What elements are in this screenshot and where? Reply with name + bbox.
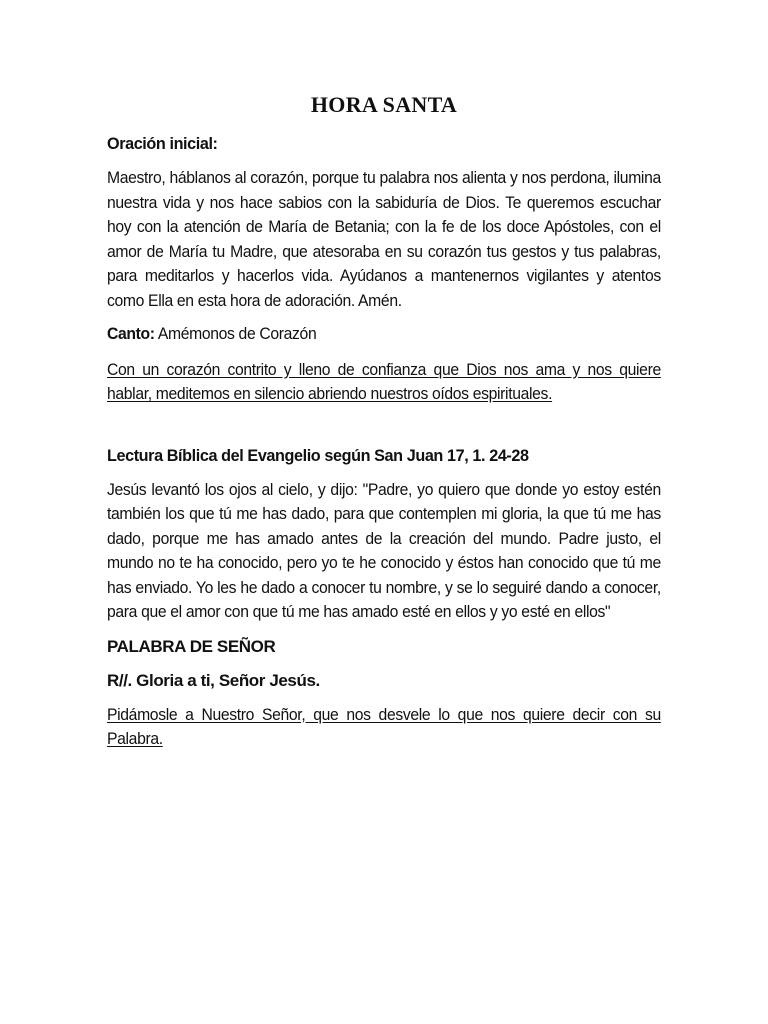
respuesta-line: R//. Gloria a ti, Señor Jesús.	[107, 670, 320, 690]
document-page	[107, 92, 661, 752]
page-title: HORA SANTA	[310, 92, 458, 117]
lectura-heading: Lectura Bíblica del Evangelio según San Juan 17, 1. 24-28	[107, 446, 529, 465]
canto-line	[107, 322, 661, 347]
canto-text: Amémonos de Corazón	[154, 325, 317, 343]
reflexion-1: Con un corazón contrito y lleno de confianza que Dios nos ama y nos quiere hablar, meditemos en silencio abriendo nuestros oídos espirituales.	[107, 360, 661, 403]
oracion-text: Maestro, háblanos al corazón, porque tu palabra nos alienta y nos perdona, ilumina nuestra vida y nos hace sabios con la sabiduría de Dios. Te queremos escuchar hoy con la atención de María de Betania; con la fe de los doce Apóstoles, con el amor de María tu Madre, que atesoraba en su corazón tus gestos y tus palabras, para meditarlos y hacerlos vida. Ayúdanos a mantenernos vigilantes y atentos como Ella en esta hora de adoración. Amén.	[107, 169, 661, 310]
lectura-text: Jesús levantó los ojos al cielo, y dijo: "Padre, yo quiero que donde yo estoy estén también los que tú me has dado, para que contemplen mi gloria, la que tú me has dado, porque me has amado antes de la creación del mundo. Padre justo, el mundo no te ha conocido, pero yo te he conocido y éstos han conocido que tú me has enviado. Yo les he dado a conocer tu nombre, y se lo seguiré dando a conocer, para que el amor con que tú me has amado esté en ellos y yo esté en ellos"	[107, 480, 661, 621]
oracion-heading: Oración inicial:	[107, 135, 218, 153]
canto-label: Canto:	[107, 325, 155, 343]
palabra-heading: PALABRA DE SEÑOR	[107, 636, 276, 656]
reflexion-2: Pidámosle a Nuestro Señor, que nos desvele lo que nos quiere decir con su Palabra.	[107, 705, 661, 748]
